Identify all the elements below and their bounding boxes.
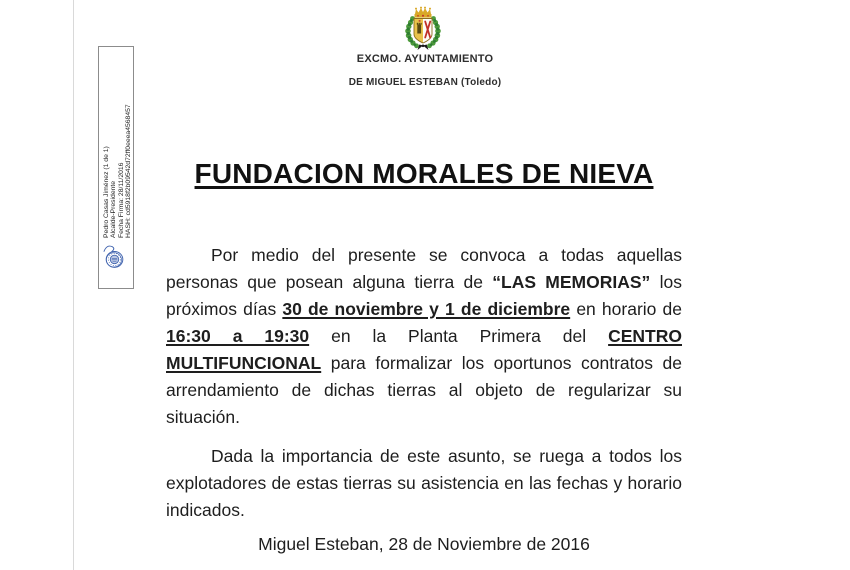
- text-segment: CENTRO MULTIFUNCIONAL: [166, 326, 682, 373]
- text-segment: en la Planta Primera del: [309, 326, 609, 346]
- text-segment: 16:30 a 19:30: [166, 326, 310, 346]
- text-segment: “LAS MEMORIAS”: [492, 272, 651, 292]
- signer-name: Pedro Casas Jiménez (1 de 1): [103, 146, 110, 238]
- document-title: FUNDACION MORALES DE NIEVA: [194, 158, 654, 189]
- text-segment: los próximos días: [166, 272, 682, 319]
- paragraph-convocation: [166, 242, 682, 431]
- signature-text-block: [103, 102, 132, 238]
- signature-hash: HASH: cd5918f2b09542d72ff0eeea4568457: [124, 104, 132, 238]
- text-segment: en horario de: [570, 299, 683, 319]
- paragraph-request: Dada la importancia de este asunto, se ruega a todos los explotadores de estas tierras su asistencia en las fechas y horario indicados.: [166, 446, 682, 520]
- org-name-line1: EXCMO. AYUNTAMIENTO: [356, 53, 494, 65]
- municipal-crest-icon: [399, 5, 447, 53]
- text-segment: 30 de noviembre y 1 de diciembre: [282, 299, 571, 319]
- org-name-line2: DE MIGUEL ESTEBAN (Toledo): [348, 77, 502, 88]
- place-date-line: Miguel Esteban, 28 de Noviembre de 2016: [258, 534, 590, 554]
- signer-role: Alcalde-Presidente: [110, 180, 118, 238]
- signature-date: Fecha Firma: 28/11/2016: [117, 162, 125, 238]
- text-segment: Por medio del presente se convoca a todas aquellas personas que posean alguna tierra de: [166, 245, 682, 292]
- signature-stamp-icon: [100, 243, 129, 272]
- text-segment: para formalizar los oportunos contratos de arrendamiento de dichas tierras al objeto de regularizar su situación.: [166, 353, 682, 427]
